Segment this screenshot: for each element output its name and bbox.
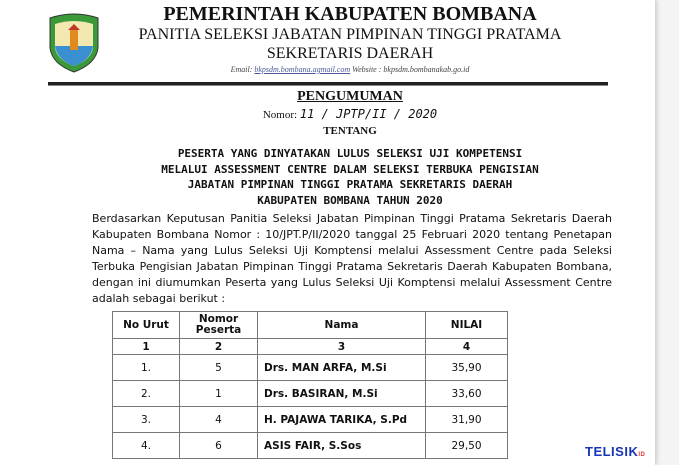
announcement-body: Berdasarkan Keputusan Panitia Seleksi Jabatan Pimpinan Tinggi Pratama Sekretaris Daerah Kabupaten Bombana Nomor : 10/JPT.P/II/2020 tanggal 25 Februari 2020 tentang Penetapan Nama – Nama yang Lulus Seleksi Uji Komptensi melalui Assessment Centre pada Seleksi Terbuka Pengisian Jabatan Pimpinan Tinggi Pratama Sekretaris Daerah Kabupaten Bombana, dengan ini diumumkan Peserta yang Lulus Seleksi Uji Komptensi melalui Assessment Centre adalah sebagai berikut : — [92, 212, 612, 305]
table-row — [113, 433, 508, 459]
cell-no: 1. — [113, 355, 180, 381]
email-label: Email: — [230, 65, 253, 74]
cell-name: Drs. MAN ARFA, M.Si — [258, 355, 426, 381]
telisik-watermark — [585, 444, 645, 459]
cell-name: H. PAJAWA TARIKA, S.Pd — [258, 407, 426, 433]
letterhead-divider — [48, 82, 608, 86]
heading-line: PESERTA YANG DINYATAKAN LULUS SELEKSI UJI KOMPETENSI — [177, 147, 523, 160]
cell-participant-number: 5 — [180, 355, 258, 381]
column-header: Nama — [258, 312, 426, 339]
column-number: 2 — [180, 339, 258, 355]
column-number: 4 — [426, 339, 508, 355]
cell-score: 29,50 — [426, 433, 508, 459]
announcement-number — [200, 107, 500, 122]
announcement-heading — [40, 146, 660, 208]
letterhead-contact — [60, 65, 640, 75]
cell-score: 31,90 — [426, 407, 508, 433]
website-label: Website : — [352, 65, 382, 74]
email-link[interactable]: bkpsdm.bombana.agmail.com — [254, 65, 351, 74]
column-header: NILAI — [426, 312, 508, 339]
cell-participant-number: 6 — [180, 433, 258, 459]
cell-participant-number: 4 — [180, 407, 258, 433]
cell-no: 4. — [113, 433, 180, 459]
watermark-brand: TELISIK — [585, 444, 639, 459]
announcement-title: PENGUMUMAN — [297, 89, 403, 104]
table-row — [113, 407, 508, 433]
column-number: 1 — [113, 339, 180, 355]
column-header: No Urut — [113, 312, 180, 339]
cell-no: 2. — [113, 381, 180, 407]
cell-participant-number: 1 — [180, 381, 258, 407]
column-header: Nomor Peserta — [180, 312, 258, 339]
letterhead-subtitle: PANITIA SELEKSI JABATAN PIMPINAN TINGGI PRATAMA — [138, 26, 562, 43]
table-row — [113, 355, 508, 381]
watermark-suffix: ID — [638, 452, 646, 458]
letterhead-title: PEMERINTAH KABUPATEN BOMBANA — [163, 3, 537, 25]
table-row — [113, 381, 508, 407]
heading-line: MELALUI ASSESSMENT CENTRE DALAM SELEKSI TERBUKA PENGISIAN — [161, 162, 539, 176]
heading-line: KABUPATEN BOMBANA TAHUN 2020 — [257, 193, 443, 207]
nomor-label: Nomor: — [262, 109, 298, 121]
nomor-value: 11 / JPTP/II / 2020 — [299, 107, 438, 121]
table-header-row — [113, 312, 508, 339]
cell-score: 35,90 — [426, 355, 508, 381]
cell-name: Drs. BASIRAN, M.Si — [258, 381, 426, 407]
website-text: bkpsdm.bombanakab.go.id — [383, 65, 470, 74]
letterhead-subtitle-2: SEKRETARIS DAERAH — [266, 45, 434, 62]
results-table — [112, 311, 508, 459]
cell-name: ASIS FAIR, S.Sos — [258, 433, 426, 459]
cell-score: 33,60 — [426, 381, 508, 407]
tentang-label: TENTANG — [323, 125, 377, 137]
cell-no: 3. — [113, 407, 180, 433]
heading-line: JABATAN PIMPINAN TINGGI PRATAMA SEKRETARIS DAERAH — [187, 178, 513, 191]
column-number-row — [113, 339, 508, 355]
column-number: 3 — [258, 339, 426, 355]
